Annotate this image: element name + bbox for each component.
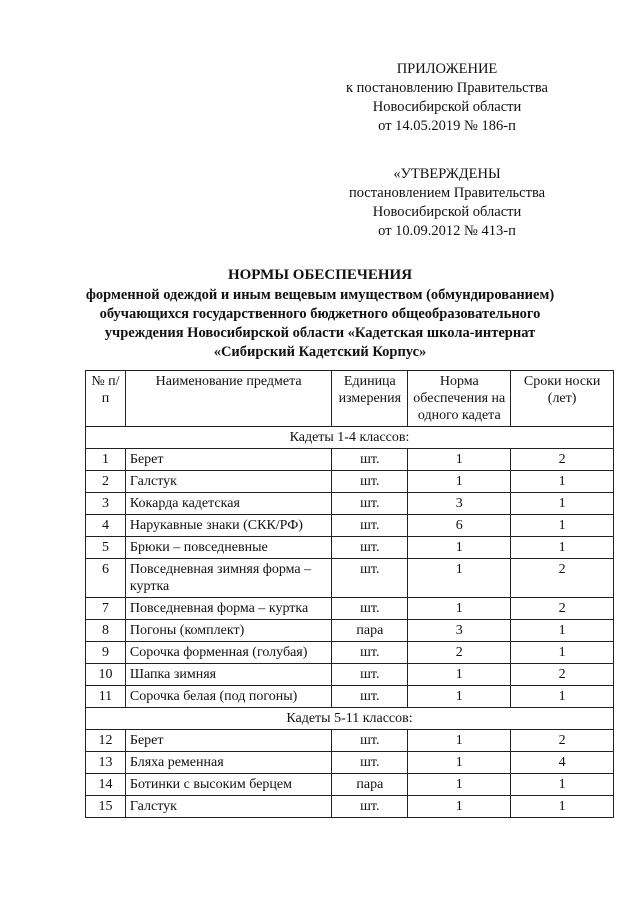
- title-line: «Сибирский Кадетский Корпус»: [213, 344, 427, 360]
- table-row: [86, 730, 614, 752]
- title-line: учреждения Новосибирской области «Кадетская школа-интернат: [104, 325, 536, 341]
- table-row: [86, 796, 614, 818]
- section-title: Кадеты 5-11 классов:: [86, 708, 614, 730]
- cell-norm: 6: [408, 515, 511, 537]
- cell-unit: шт.: [332, 642, 408, 664]
- cell-term: 4: [511, 752, 614, 774]
- cell-norm: 1: [408, 752, 511, 774]
- table-body: [86, 427, 614, 818]
- appendix-title: ПРИЛОЖЕНИЕ: [396, 61, 498, 77]
- cell-name: Повседневная форма – куртка: [125, 598, 331, 620]
- cell-unit: шт.: [332, 559, 408, 598]
- appendix-ref-line: к постановлению Правительства: [346, 80, 548, 96]
- cell-num: 7: [86, 598, 126, 620]
- table-header-row: [86, 371, 614, 427]
- cell-unit: шт.: [332, 493, 408, 515]
- cell-term: 2: [511, 559, 614, 598]
- title-line: форменной одеждой и иным вещевым имуществом (обмундированием): [85, 287, 555, 303]
- cell-term: 1: [511, 686, 614, 708]
- cell-unit: шт.: [332, 796, 408, 818]
- approved-title: «УТВЕРЖДЕНЫ: [393, 166, 501, 182]
- cell-name: Галстук: [125, 796, 331, 818]
- cell-num: 14: [86, 774, 126, 796]
- cell-unit: шт.: [332, 515, 408, 537]
- table-row: [86, 598, 614, 620]
- cell-term: 1: [511, 515, 614, 537]
- cell-num: 2: [86, 471, 126, 493]
- cell-name: Берет: [125, 730, 331, 752]
- cell-unit: пара: [332, 774, 408, 796]
- table-row: [86, 686, 614, 708]
- cell-unit: пара: [332, 620, 408, 642]
- cell-num: 11: [86, 686, 126, 708]
- cell-unit: шт.: [332, 449, 408, 471]
- cell-name: Погоны (комплект): [125, 620, 331, 642]
- table-row: [86, 774, 614, 796]
- table-row: [86, 559, 614, 598]
- title-line: обучающихся государственного бюджетного общеобразовательного: [99, 306, 541, 322]
- cell-norm: 1: [408, 537, 511, 559]
- cell-term: 1: [511, 774, 614, 796]
- cell-name: Нарукавные знаки (СКК/РФ): [125, 515, 331, 537]
- cell-term: 1: [511, 642, 614, 664]
- cell-name: Кокарда кадетская: [125, 493, 331, 515]
- cell-unit: шт.: [332, 752, 408, 774]
- table-row: [86, 493, 614, 515]
- cell-name: Ботинки с высоким берцем: [125, 774, 331, 796]
- table-row: [86, 664, 614, 686]
- table-row: [86, 537, 614, 559]
- cell-norm: 2: [408, 642, 511, 664]
- cell-norm: 1: [408, 774, 511, 796]
- cell-norm: 1: [408, 449, 511, 471]
- cell-norm: 3: [408, 493, 511, 515]
- cell-norm: 1: [408, 686, 511, 708]
- header-name: Наименование предмета: [125, 371, 331, 427]
- cell-num: 5: [86, 537, 126, 559]
- section-row: [86, 708, 614, 730]
- cell-name: Галстук: [125, 471, 331, 493]
- cell-name: Бляха ременная: [125, 752, 331, 774]
- section-row: [86, 427, 614, 449]
- table-row: [86, 752, 614, 774]
- appendix-region-line: Новосибирской области: [372, 99, 522, 115]
- cell-unit: шт.: [332, 598, 408, 620]
- cell-norm: 1: [408, 471, 511, 493]
- approved-region-line: Новосибирской области: [372, 204, 522, 220]
- cell-norm: 1: [408, 598, 511, 620]
- cell-term: 1: [511, 537, 614, 559]
- cell-num: 15: [86, 796, 126, 818]
- cell-name: Сорочка белая (под погоны): [125, 686, 331, 708]
- cell-num: 6: [86, 559, 126, 598]
- cell-num: 13: [86, 752, 126, 774]
- header-norm: Норма обеспечения на одного кадета: [408, 371, 511, 427]
- cell-norm: 1: [408, 559, 511, 598]
- header-num: № п/п: [86, 371, 126, 427]
- cell-term: 2: [511, 449, 614, 471]
- cell-num: 4: [86, 515, 126, 537]
- cell-name: Берет: [125, 449, 331, 471]
- cell-num: 3: [86, 493, 126, 515]
- cell-num: 1: [86, 449, 126, 471]
- cell-norm: 1: [408, 796, 511, 818]
- appendix-date-line: от 14.05.2019 № 186-п: [378, 118, 516, 134]
- appendix-header: [332, 60, 562, 136]
- document-title: [80, 266, 560, 362]
- approved-header: [332, 165, 562, 241]
- table-row: [86, 449, 614, 471]
- table-row: [86, 642, 614, 664]
- cell-norm: 1: [408, 730, 511, 752]
- cell-norm: 3: [408, 620, 511, 642]
- header-unit: Единица измерения: [332, 371, 408, 427]
- table-row: [86, 620, 614, 642]
- title-main: НОРМЫ ОБЕСПЕЧЕНИЯ: [227, 267, 413, 283]
- cell-term: 1: [511, 620, 614, 642]
- cell-num: 12: [86, 730, 126, 752]
- cell-norm: 1: [408, 664, 511, 686]
- cell-unit: шт.: [332, 471, 408, 493]
- cell-unit: шт.: [332, 730, 408, 752]
- table-row: [86, 515, 614, 537]
- cell-unit: шт.: [332, 537, 408, 559]
- cell-name: Шапка зимняя: [125, 664, 331, 686]
- norms-table: [85, 370, 614, 818]
- cell-term: 1: [511, 493, 614, 515]
- table-row: [86, 471, 614, 493]
- cell-num: 8: [86, 620, 126, 642]
- header-term: Сроки носки (лет): [511, 371, 614, 427]
- cell-name: Брюки – повседневные: [125, 537, 331, 559]
- cell-term: 2: [511, 730, 614, 752]
- approved-date-line: от 10.09.2012 № 413-п: [378, 223, 516, 239]
- cell-unit: шт.: [332, 664, 408, 686]
- cell-term: 2: [511, 664, 614, 686]
- approved-ref-line: постановлением Правительства: [348, 185, 546, 201]
- cell-term: 1: [511, 471, 614, 493]
- cell-num: 10: [86, 664, 126, 686]
- cell-term: 1: [511, 796, 614, 818]
- cell-name: Сорочка форменная (голубая): [125, 642, 331, 664]
- cell-name: Повседневная зимняя форма – куртка: [125, 559, 331, 598]
- cell-num: 9: [86, 642, 126, 664]
- cell-unit: шт.: [332, 686, 408, 708]
- section-title: Кадеты 1-4 классов:: [86, 427, 614, 449]
- cell-term: 2: [511, 598, 614, 620]
